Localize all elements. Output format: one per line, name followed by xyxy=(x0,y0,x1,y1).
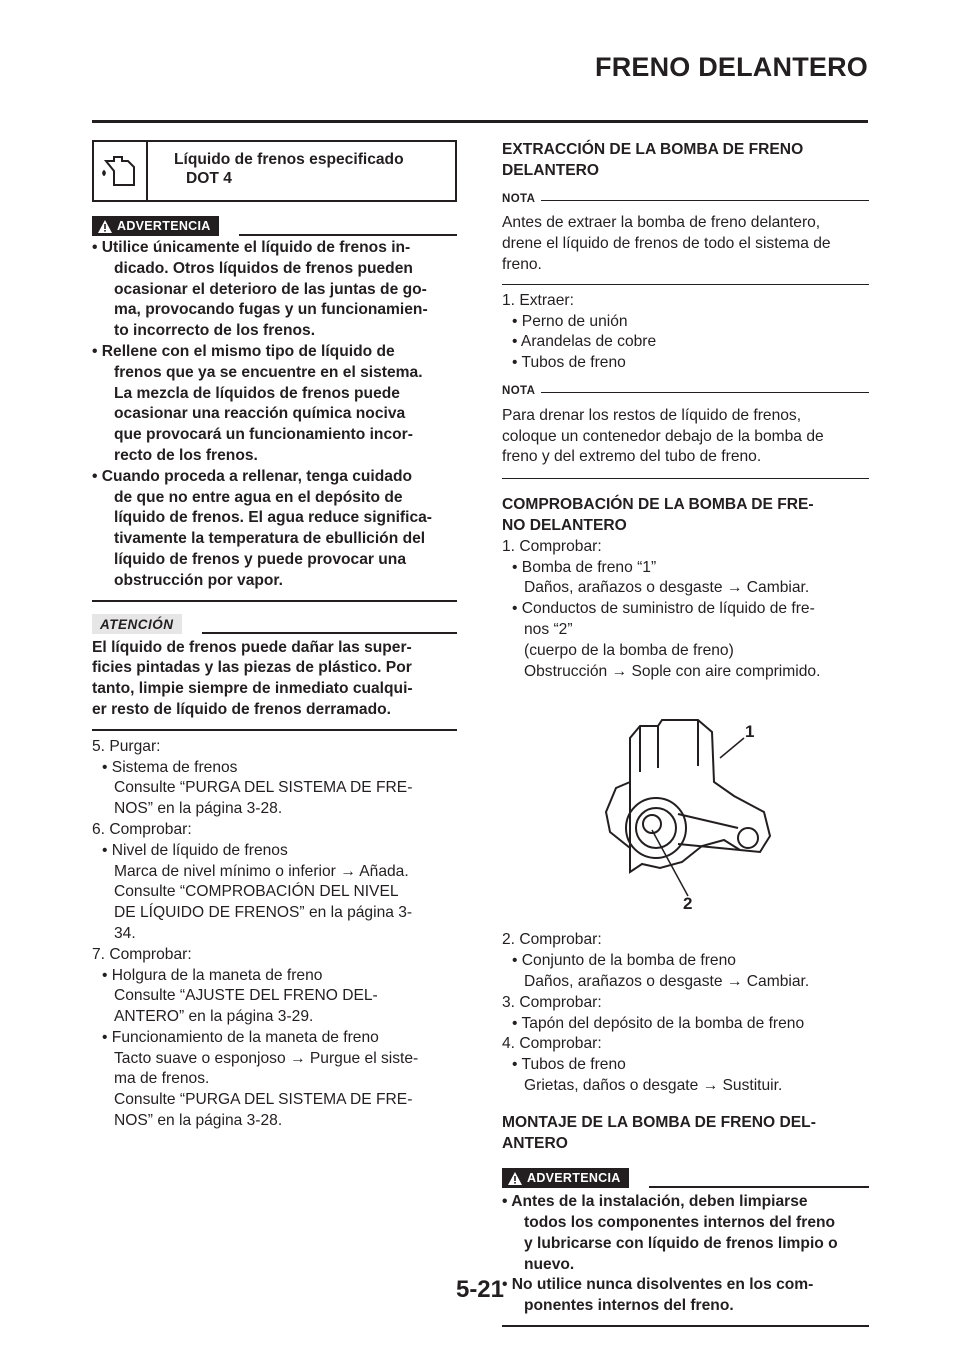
warning-line: tivamente la temperatura de ebullición del xyxy=(114,530,426,548)
section-title-line: EXTRACCIÓN DE LA BOMBA DE FRENO xyxy=(502,141,804,158)
caution-body xyxy=(92,638,457,721)
warning-line: ocasionar el deterioro de las juntas de go- xyxy=(114,280,427,298)
procedure-line: 4. Comprobar: xyxy=(502,1035,602,1053)
warning-line: líquido de frenos. El agua reduce significa- xyxy=(114,509,432,527)
warning-badge-label: ADVERTENCIA xyxy=(117,219,211,234)
note-line: freno y del extremo del tubo de freno. xyxy=(502,448,762,466)
procedure-line: 6. Comprobar: xyxy=(92,820,192,838)
warning-end-rule xyxy=(502,1325,869,1327)
note-line: freno. xyxy=(502,255,542,273)
procedure-line: ANTERO” en la página 3-29. xyxy=(114,1008,314,1026)
procedure-line: ma de frenos. xyxy=(114,1070,210,1088)
note-rule xyxy=(541,392,869,393)
warning-triangle-icon xyxy=(508,1172,522,1185)
warning-line: dicado. Otros líquidos de frenos pueden xyxy=(114,259,413,277)
warning-body xyxy=(92,238,457,592)
warning-line: todos los componentes internos del freno xyxy=(524,1214,836,1232)
warning-header xyxy=(502,1168,869,1188)
warning-line: La mezcla de líquidos de frenos puede xyxy=(114,384,400,402)
procedure-line: nos “2” xyxy=(524,620,573,638)
note-line: Para drenar los restos de líquido de frenos, xyxy=(502,406,802,424)
procedure-line: • Bomba de freno “1” xyxy=(512,558,657,576)
section-title-line: DELANTERO xyxy=(502,161,600,179)
spec-text xyxy=(148,142,404,200)
warning-rule xyxy=(239,234,457,236)
left-column xyxy=(92,140,457,1132)
procedure-line: • Sistema de frenos xyxy=(102,758,238,776)
brake-master-cylinder-figure xyxy=(502,712,869,922)
procedure-line: • Arandelas de cobre xyxy=(512,333,657,351)
warning-badge xyxy=(92,216,219,236)
warning-line: nuevo. xyxy=(524,1255,575,1273)
figure-label-1: 1 xyxy=(745,722,755,742)
procedure-line: 1. Comprobar: xyxy=(502,537,602,555)
section-title-install xyxy=(502,1113,869,1155)
oil-can-icon xyxy=(94,142,148,200)
warning-line: • Antes de la instalación, deben limpiarse xyxy=(502,1193,808,1211)
warning-line: ma, provocando fugas y un funcionamien- xyxy=(114,301,428,319)
procedure-line: • Nivel de líquido de frenos xyxy=(102,841,288,859)
warning-rule xyxy=(649,1186,869,1188)
warning-line: • Utilice únicamente el líquido de frenos in- xyxy=(92,239,411,256)
note-rule xyxy=(541,200,869,201)
caution-line: tanto, limpie siempre de inmediato cualqui- xyxy=(92,680,413,698)
section-title-line: ANTERO xyxy=(502,1134,568,1152)
procedure-line: • Conjunto de la bomba de freno xyxy=(512,952,736,970)
warning-line: • Rellene con el mismo tipo de líquido de xyxy=(92,342,395,360)
spec-label: Líquido de frenos especificado xyxy=(174,151,404,168)
procedure-line: (cuerpo de la bomba de freno) xyxy=(524,641,734,659)
procedure-line: 5. Purgar: xyxy=(92,737,161,755)
procedure-line: 7. Comprobar: xyxy=(92,945,192,963)
note-label: NOTA xyxy=(502,192,536,205)
warning-line: ponentes internos del freno. xyxy=(524,1297,734,1315)
procedure-line: DE LÍQUIDO DE FRENOS” en la página 3- xyxy=(114,904,413,922)
note-body xyxy=(502,406,869,468)
section-title-extraction xyxy=(502,140,869,182)
procedure-line: • Holgura de la maneta de freno xyxy=(102,966,323,984)
procedure-line: 2. Comprobar: xyxy=(502,931,602,949)
warning-triangle-icon xyxy=(98,220,112,233)
procedure-line: Daños, arañazos o desgaste → Cambiar. xyxy=(524,972,810,990)
warning-line: to incorrecto de los frenos. xyxy=(114,322,316,340)
note-header xyxy=(502,381,869,402)
warning-line: frenos que ya se encuentre en el sistema. xyxy=(114,363,423,381)
warning-badge xyxy=(502,1168,629,1188)
spec-box xyxy=(92,140,457,202)
note-end-rule xyxy=(502,284,869,285)
procedure-line: • Tubos de freno xyxy=(512,1056,626,1074)
procedure-line: Consulte “AJUSTE DEL FRENO DEL- xyxy=(114,987,378,1005)
caution-badge: ATENCIÓN xyxy=(92,614,182,634)
procedure-line: Consulte “PURGA DEL SISTEMA DE FRE- xyxy=(114,1091,413,1109)
check-steps xyxy=(502,537,869,683)
warning-badge-label: ADVERTENCIA xyxy=(527,1171,621,1186)
page-header-title: FRENO DELANTERO xyxy=(595,52,868,82)
warning-line: líquido de frenos y puede provocar una xyxy=(114,550,406,568)
procedure-line: Consulte “COMPROBACIÓN DEL NIVEL xyxy=(114,883,399,901)
procedure-line: • Funcionamiento de la maneta de freno xyxy=(102,1028,379,1046)
procedure-line: Obstrucción → Sople con aire comprimido. xyxy=(524,662,821,680)
section-title-line: MONTAJE DE LA BOMBA DE FRENO DEL- xyxy=(502,1113,816,1131)
section-title-line: NO DELANTERO xyxy=(502,516,627,534)
caution-line: ficies pintadas y las piezas de plástico. Por xyxy=(92,659,412,677)
header-rule xyxy=(92,120,868,123)
warning-line: ocasionar una reacción química nociva xyxy=(114,405,406,423)
warning-line: que provocará un funcionamiento incor- xyxy=(114,426,413,444)
warning-line: recto de los frenos. xyxy=(114,446,258,464)
caution-rule xyxy=(202,632,458,634)
note-line: Antes de extraer la bomba de freno delantero, xyxy=(502,214,821,232)
caution-end-rule xyxy=(92,729,457,731)
page-number: 5-21 xyxy=(455,1276,505,1303)
procedure-line: Daños, arañazos o desgaste → Cambiar. xyxy=(524,579,810,597)
warning-line: • Cuando proceda a rellenar, tenga cuidado xyxy=(92,467,413,485)
procedure-line: • Tubos de freno xyxy=(512,354,626,372)
caution-line: El líquido de frenos puede dañar las super- xyxy=(92,638,412,656)
procedure-line: • Tapón del depósito de la bomba de freno xyxy=(512,1014,805,1032)
check-steps xyxy=(502,930,869,1096)
warning-header xyxy=(92,216,457,236)
caution-header xyxy=(92,614,457,634)
warning-line: y lubricarse con líquido de frenos limpio o xyxy=(524,1234,838,1252)
right-column xyxy=(502,140,869,1327)
procedure-line: NOS” en la página 3-28. xyxy=(114,1112,283,1130)
warning-end-rule xyxy=(92,600,457,602)
warning-line: • No utilice nunca disolventes en los com- xyxy=(502,1276,814,1294)
note-line: coloque un contenedor debajo de la bomba de xyxy=(502,427,824,445)
warning-line: de que no entre agua en el depósito de xyxy=(114,488,403,506)
warning-line: obstrucción por vapor. xyxy=(114,571,283,589)
procedure-line: • Conductos de suministro de líquido de fre- xyxy=(512,600,815,618)
caution-line: er resto de líquido de frenos derramado. xyxy=(92,700,391,718)
note-end-rule xyxy=(502,478,869,479)
note-header xyxy=(502,189,869,210)
note-line: drene el líquido de frenos de todo el sistema de xyxy=(502,235,831,253)
procedure-line: Tacto suave o esponjoso → Purgue el siste- xyxy=(114,1049,419,1067)
note-body xyxy=(502,213,869,275)
procedure-line: 1. Extraer: xyxy=(502,291,574,309)
brake-pump-illustration xyxy=(502,712,869,912)
procedure-line: 34. xyxy=(114,924,136,942)
note-label: NOTA xyxy=(502,384,536,397)
extraction-steps xyxy=(502,291,869,374)
spec-value: DOT 4 xyxy=(186,170,232,187)
procedure-line: NOS” en la página 3-28. xyxy=(114,800,283,818)
procedure-line: Grietas, daños o desgate → Sustituir. xyxy=(524,1076,783,1094)
section-title-line: COMPROBACIÓN DE LA BOMBA DE FRE- xyxy=(502,496,814,514)
procedure-line: Marca de nivel mínimo o inferior → Añada. xyxy=(114,862,409,880)
left-steps xyxy=(92,737,457,1132)
procedure-line: • Perno de unión xyxy=(512,312,628,330)
procedure-line: 3. Comprobar: xyxy=(502,993,602,1011)
figure-label-2: 2 xyxy=(683,894,693,914)
section-title-check xyxy=(502,495,869,537)
procedure-line: Consulte “PURGA DEL SISTEMA DE FRE- xyxy=(114,779,413,797)
